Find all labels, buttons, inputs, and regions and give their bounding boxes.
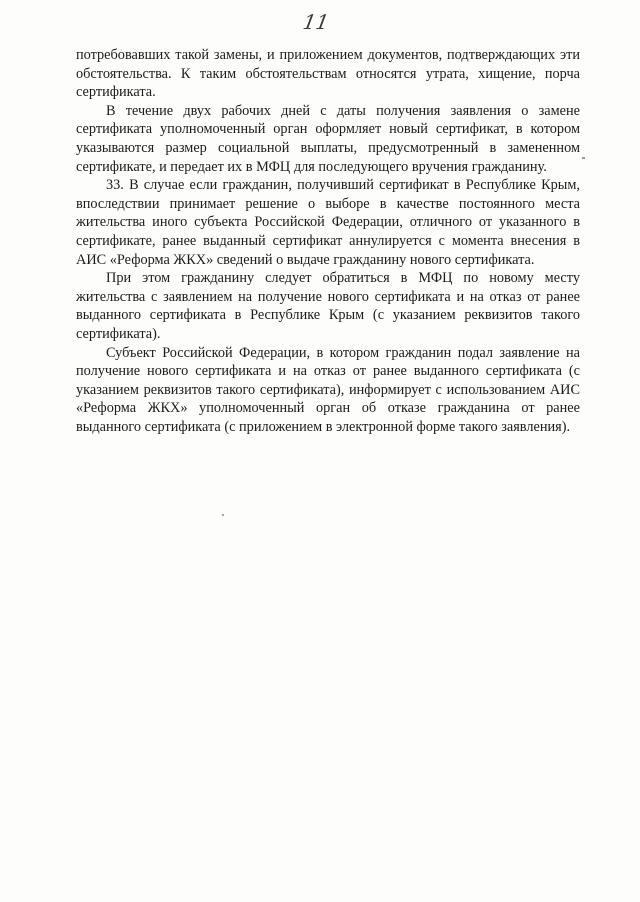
text-line: ранее выданного сертификата в Республике Крым (с указанием реквизитов <box>76 288 581 324</box>
paragraph-replacement-procedure <box>76 102 580 176</box>
paragraph-mfc-application <box>76 269 580 343</box>
text-line: котором указываются размер социальной выплаты, предусмотренный в <box>76 121 580 156</box>
text-line: гражданину. <box>471 158 547 175</box>
text-line: форме такого заявления). <box>416 418 571 435</box>
text-line: момента внесения в АИС «Реформа ЖКХ» сведений о выдаче гражданину <box>76 232 581 268</box>
text-line: В течение двух рабочих дней с даты получения заявления о замене <box>106 102 580 119</box>
paragraph-item-33 <box>76 176 580 269</box>
text-line: использованием АИС «Реформа ЖКХ» уполномоченный орган об отказе <box>76 381 581 417</box>
text-line: При этом гражданину следует обратиться в МФЦ по новому месту <box>106 270 580 287</box>
text-line: (с указанием реквизитов такого сертификата), информирует с <box>76 363 580 398</box>
text-line: гражданина от ранее выданного сертификата (с приложением в электронной <box>76 400 580 435</box>
text-line: нового сертификата. <box>409 251 535 268</box>
text-line: такого сертификата). <box>76 307 580 342</box>
paragraph-continuation <box>76 46 580 102</box>
text-line: на получение нового сертификата и на отказ от ранее выданного сертификата <box>76 344 580 380</box>
text-line: подтверждающих эти обстоятельства. К таким обстоятельствам относятся <box>76 47 580 82</box>
text-line: жительства с заявлением на получение нового сертификата и на отказ от <box>76 288 541 305</box>
text-line: указанного в сертификате, ранее выданный сертификат аннулируется с <box>76 214 580 249</box>
text-line: сертификата уполномоченный орган оформляет новый сертификат, в <box>76 121 523 138</box>
text-line: потребовавших такой замены, и приложением документов, <box>76 47 443 63</box>
page-number: 11 <box>301 10 331 34</box>
text-line: Крым, впоследствии принимает решение о выборе в качестве постоянного <box>76 177 580 212</box>
text-line: места жительства иного субъекта Российской Федерации, отличного от <box>76 195 580 231</box>
text-line: Субъект Российской Федерации, в котором гражданин подал заявление <box>106 344 560 361</box>
text-line: 33. В случае если гражданин, получивший сертификат в Республике <box>106 177 536 194</box>
paragraph-subject-notification <box>76 344 580 437</box>
scan-speck <box>222 514 224 516</box>
text-line: замененном сертификате, и передает их в МФЦ для последующего вручения <box>76 139 580 175</box>
body-text <box>76 46 580 436</box>
margin-mark <box>582 157 585 159</box>
text-line: утрата, хищение, порча сертификата. <box>76 65 580 101</box>
